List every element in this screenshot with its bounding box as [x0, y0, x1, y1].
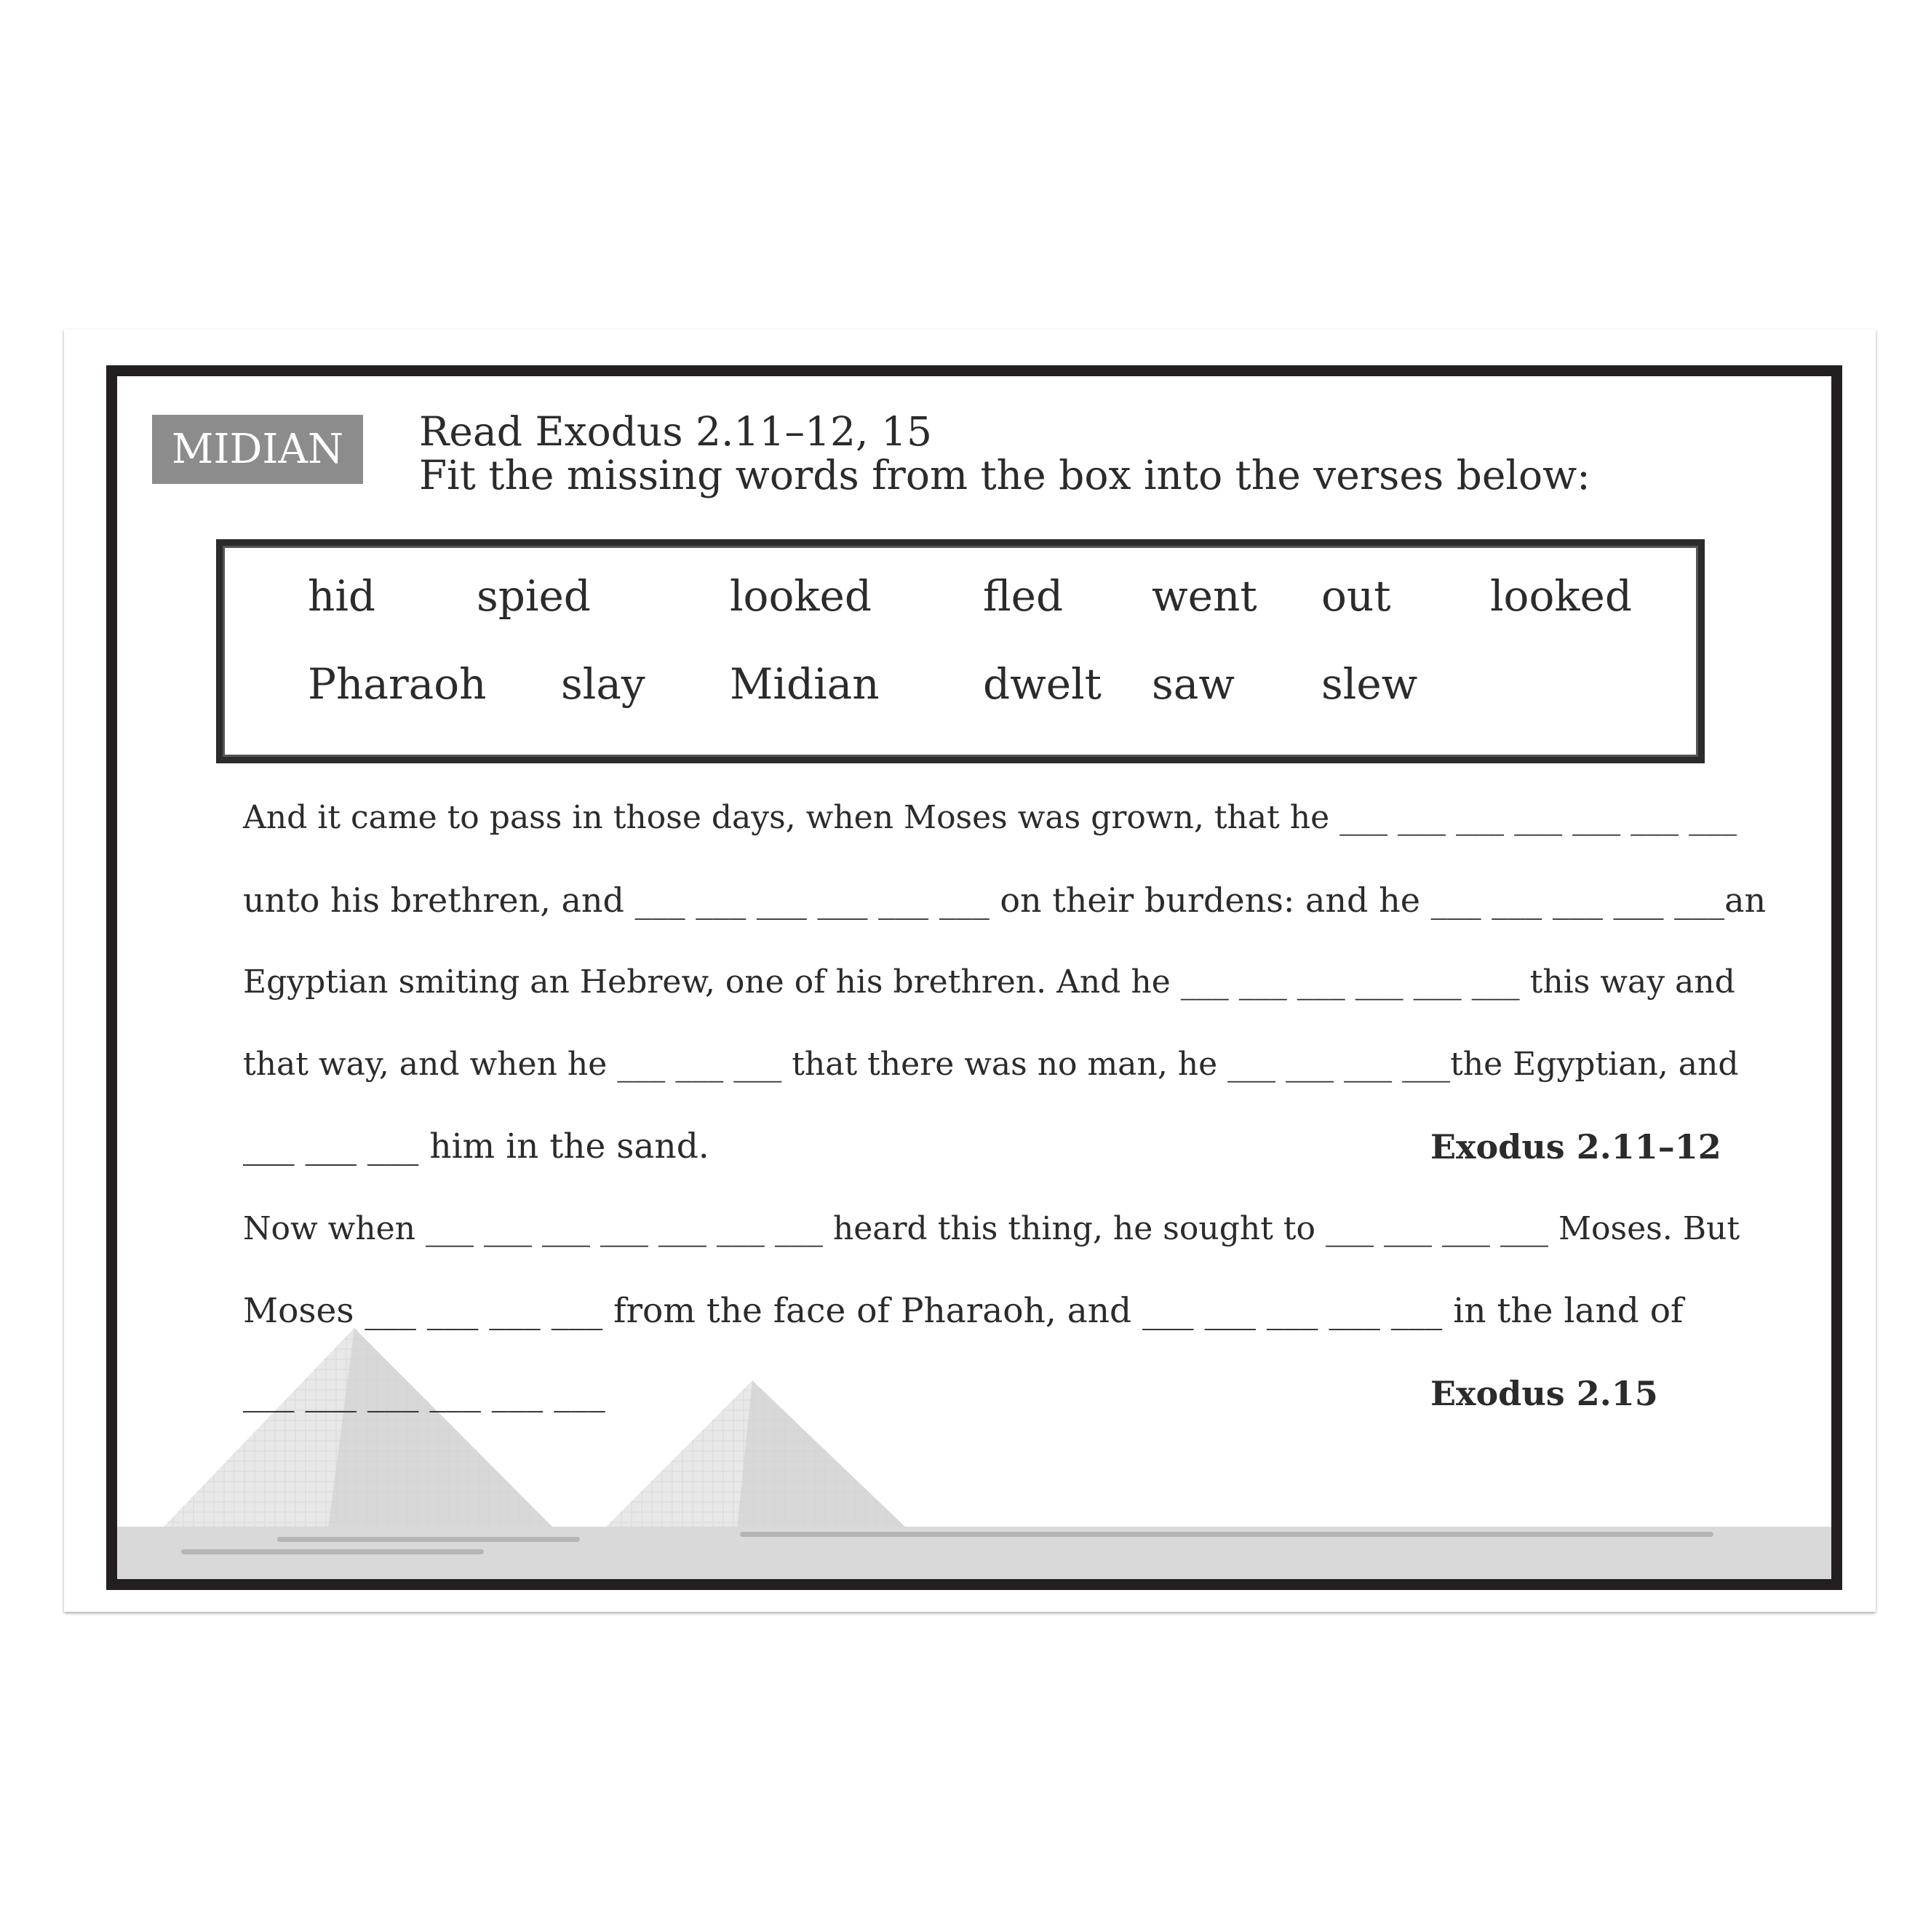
word-bank-item: hid [308, 571, 376, 621]
word-bank-item: went [1152, 571, 1257, 621]
passage-line: Moses ___ ___ ___ ___ from the face of Pharaoh, and ___ ___ ___ ___ ___ in the land of [243, 1291, 1684, 1331]
ground-streak [740, 1532, 1713, 1537]
word-bank-box [216, 539, 1705, 763]
scripture-reference: Exodus 2.15 [1430, 1374, 1658, 1413]
word-bank-item: out [1321, 571, 1391, 621]
ground-streak [181, 1549, 484, 1554]
word-bank-item: dwelt [983, 659, 1102, 709]
task-instruction: Fit the missing words from the box into the verses below: [419, 452, 1590, 498]
word-bank-item: fled [983, 571, 1064, 621]
word-bank-item: looked [1490, 571, 1632, 621]
passage-line: Egyptian smiting an Hebrew, one of his brethren. And he ___ ___ ___ ___ ___ ___ this way and [243, 963, 1735, 1001]
passage-line: ___ ___ ___ ___ ___ ___ [243, 1373, 605, 1413]
word-bank-item: slay [561, 659, 645, 709]
pyramid-right [605, 1380, 907, 1528]
passage-line: ___ ___ ___ him in the sand. [243, 1126, 709, 1166]
word-bank-item: slew [1321, 659, 1418, 709]
pyramid-left [162, 1328, 554, 1528]
reading-instruction: Read Exodus 2.11–12, 15 [419, 408, 932, 455]
word-bank-item: Pharaoh [308, 659, 487, 709]
word-bank-item: spied [477, 571, 591, 621]
worksheet-frame [106, 365, 1842, 1590]
passage-line: unto his brethren, and ___ ___ ___ ___ ___ ___ on their burdens: and he ___ ___ ___ ___ ___an [243, 880, 1767, 920]
passage-line: And it came to pass in those days, when Moses was grown, that he ___ ___ ___ ___ ___ ___ ___ [243, 799, 1737, 836]
word-bank-item: looked [730, 571, 872, 621]
ground-streak [277, 1537, 580, 1542]
section-badge: MIDIAN [152, 415, 363, 484]
scripture-reference: Exodus 2.11–12 [1430, 1127, 1721, 1166]
passage-line: that way, and when he ___ ___ ___ that there was no man, he ___ ___ ___ ___the Egyptian, and [243, 1046, 1739, 1083]
worksheet-card [64, 330, 1876, 1612]
word-bank-item: saw [1152, 659, 1235, 709]
word-bank-item: Midian [730, 659, 880, 709]
passage-line: Now when ___ ___ ___ ___ ___ ___ ___ heard this thing, he sought to ___ ___ ___ ___ Moses. But [243, 1210, 1740, 1247]
